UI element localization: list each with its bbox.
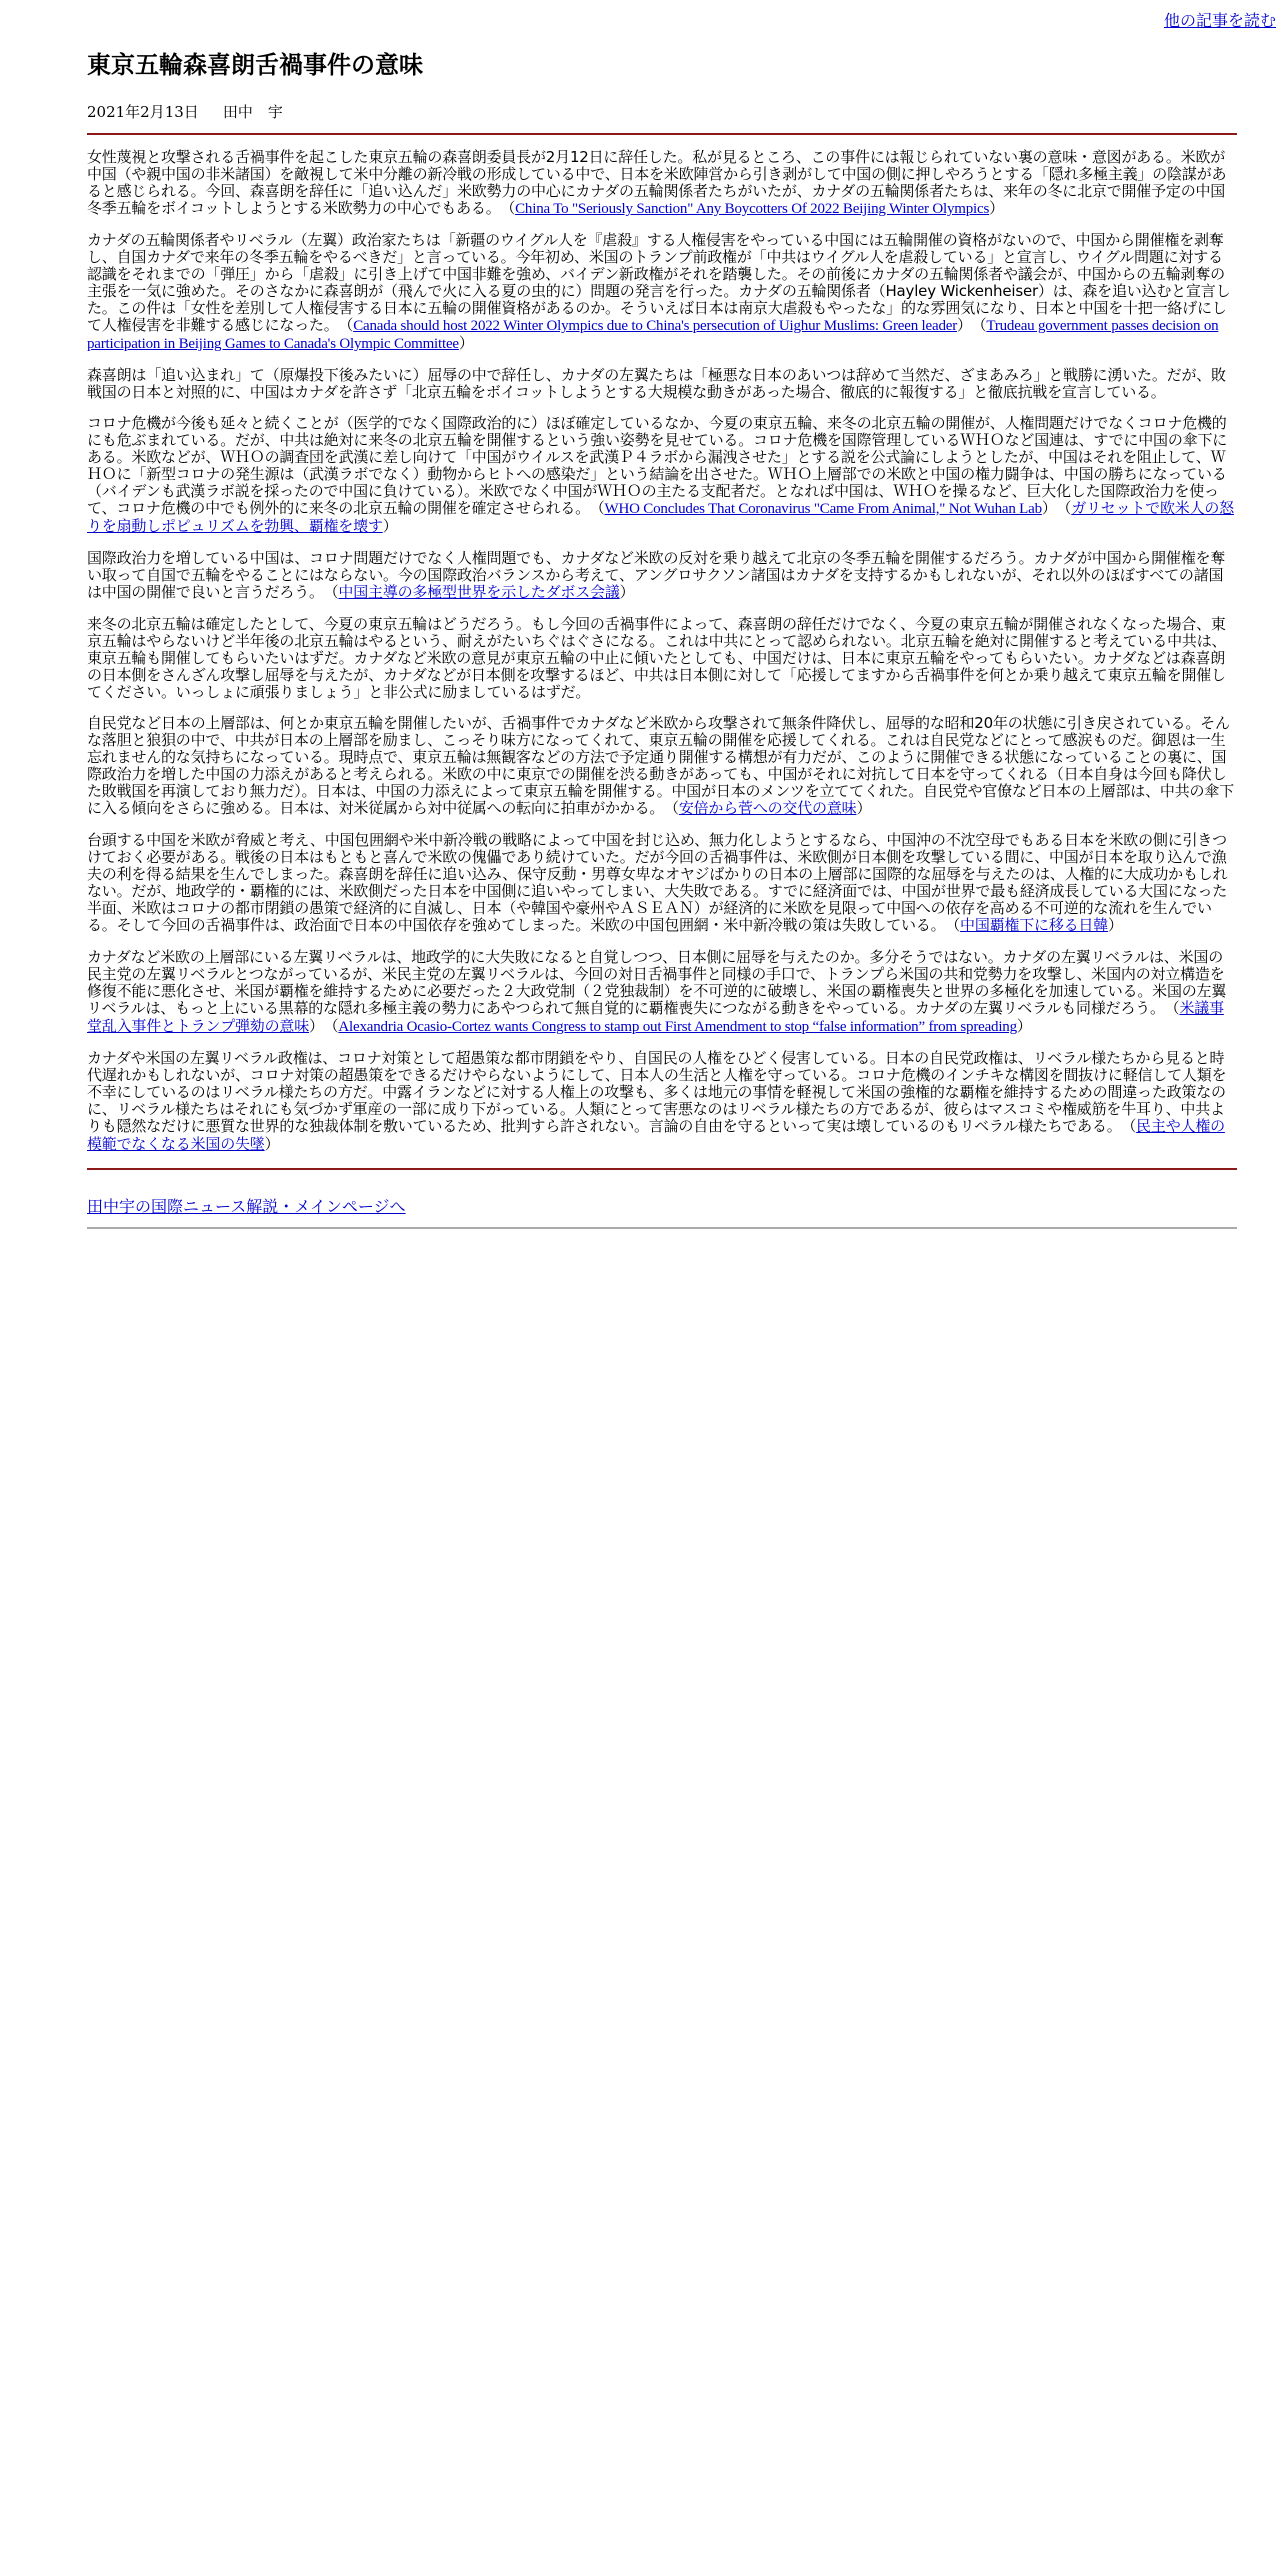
reference: ） （ガリセットで欧米人の怒りを扇動しポピュリズムを勃興、覇権を壊す） — [87, 501, 1234, 535]
article-paragraph — [87, 367, 1237, 401]
byline — [87, 101, 1237, 123]
footer-divider — [87, 1227, 1237, 1229]
paragraph-text: 来冬の北京五輪は確定したとして、今夏の東京五輪はどうだろう。もし今回の舌禍事件によって、森喜朗の辞任だけでなく、今夏の東京五輪が開催されなくなった場合、東京五輪はやらないけど半年後の北京五輪はやるという、耐えがたいちぐはぐさになる。これは中共にとって認められない。北京五輪を絶対に開催すると考えている中共は、東京五輪も開催してもらいたいはずだ。カナダなど米欧の意見が東京五輪の中止に傾いたとしても、中国だけは、日本に東京五輪をやってもらいたい。カナダなどは森喜朗の日本側をさんざん攻撃し屈辱を与えたが、カナダなどが日本側を攻撃するほど、中共は日本側に対して「応援してますから舌禍事件を何とか乗り越えて東京五輪を開催してください。いっしょに頑張りましょう」と非公式に励ましているはずだ。 — [87, 615, 1227, 701]
reference-link[interactable]: 民主や人権の模範でなくなる米国の失墜 — [87, 1119, 1225, 1153]
reference: （民主や人権の模範でなくなる米国の失墜） — [87, 1119, 1225, 1153]
reference: （WHO Concludes That Coronavirus "Came From Animal," Not Wuhan Lab — [582, 501, 1042, 517]
reference-link[interactable]: 中国主導の多極型世界を示したダボス会議 — [338, 585, 620, 601]
reference: ） （Trudeau government passes decision on participation in Beijing Games to Canada's Olympic Committee） — [87, 318, 1219, 352]
reference: （米議事堂乱入事件とトランプ弾劾の意味 — [87, 1001, 1224, 1035]
paragraph-text: 国際政治力を増している中国は、コロナ問題だけでなく人権問題でも、カナダなど米欧の反対を乗り越えて北京の冬季五輪を開催するだろう。カナダが中国から開催権を奪い取って自国で五輪をやることにはならない。今の国際政治バランスから考えて、アングロサクソン諸国はカナダを支持するかもしれないが、それ以外のほぼすべての諸国は中国の開催で良いと言うだろう。 — [87, 549, 1226, 601]
other-articles-link[interactable]: 他の記事を読む — [1163, 11, 1276, 30]
article-paragraph — [87, 415, 1237, 536]
reference-link[interactable]: 中国覇権下に移る日韓 — [960, 918, 1109, 934]
article-author: 田中 宇 — [222, 103, 283, 121]
top-divider — [87, 133, 1237, 135]
article-page — [87, 48, 1237, 1229]
reference: （安倍から菅への交代の意味） — [656, 801, 872, 817]
top-nav — [1164, 8, 1276, 31]
reference-link[interactable]: WHO Concludes That Coronavirus "Came From Animal," Not Wuhan Lab — [604, 501, 1042, 517]
reference: （中国覇権下に移る日韓） — [937, 918, 1123, 934]
paragraph-text: カナダや米国の左翼リベラル政権は、コロナ対策として超愚策な都市閉鎖をやり、自国民の人権をひどく侵害している。日本の自民党政権は、リベラル様たちから見ると時代遅れかもしれないが、コロナ対策の超愚策をできるだけやらないようにして、日本人の生活と人権を守っている。コロナ危機のインチキな構図を間抜けに軽信して人類を不幸にしているのはリベラル様たちの方だ。中露イランなどに対する人権上の攻撃も、多くは地元の事情を軽視して米国の強権的な覇権を維持するための間違った政策なのに、リベラル様たちはそれにも気づかず軍産の一部に成り下がっている。人類にとって害悪なのはリベラル様たちの方であるが、彼らはマスコミや権威筋を牛耳り、中共よりも隠然なだけに悪質な世界的な独裁体制を敷いているため、批判すら許されない。言論の自由を守るといって実は壊しているのもリベラル様たちである。 — [87, 1049, 1227, 1135]
bottom-divider — [87, 1168, 1237, 1170]
main-page-link[interactable]: 田中宇の国際ニュース解説・メインページへ — [87, 1197, 406, 1216]
paragraph-text: カナダなど米欧の上層部にいる左翼リベラルは、地政学的に大失敗になると自覚しつつ、日本側に屈辱を与えたのか。多分そうではない。カナダの左翼リベラルは、米国の民主党の左翼リベラルとつながっているが、米民主党の左翼リベラルは、今回の対日舌禍事件と同様の手口で、トランプら米国の共和党勢力を攻撃し、米国内の対立構造を修復不能に悪化させ、米国が覇権を維持するために必要だった２大政党制（２党独裁制）を不可逆的に破壊し、米国の覇権喪失と世界の多極化を加速している。米国の左翼リベラルは、もっと上にいる黒幕的な隠れ多極主義の勢力にあやつられて無自覚的に覇権喪失につながる動きをやっている。カナダの左翼リベラルも同様だろう。 — [87, 948, 1227, 1017]
article-paragraph — [87, 616, 1237, 701]
article-title: 東京五輪森喜朗舌禍事件の意味 — [87, 51, 423, 79]
article-paragraph — [87, 550, 1237, 602]
article-paragraph — [87, 149, 1237, 218]
article-paragraph — [87, 1050, 1237, 1154]
paragraph-text: 女性蔑視と攻撃される舌禍事件を起こした東京五輪の森喜朗委員長が2月12日に辞任した。私が見るところ、この事件には報じられていない裏の意味・意図がある。米欧が中国（や親中国の非米諸国）を敵視して米中分離の新冷戦の形成している中で、日本を米欧陣営から引き剥がして中国の側に押しやろうとする「隠れ多極主義」の陰謀があると感じられる。今回、森喜朗を辞任に「追い込んだ」米欧勢力の中心にカナダの五輪関係者たちがいたが、カナダの五輪関係者たちは、来年の冬に北京で開催予定の中国冬季五輪をボイコットしようとする米欧勢力の中心でもある。 — [87, 148, 1227, 217]
article-body — [87, 149, 1237, 1154]
reference-link[interactable]: 安倍から菅への交代の意味 — [678, 801, 857, 817]
reference-link[interactable]: ガリセットで欧米人の怒りを扇動しポピュリズムを勃興、覇権を壊す — [87, 501, 1234, 535]
article-paragraph — [87, 232, 1237, 353]
article-paragraph — [87, 832, 1237, 935]
reference: ） （Alexandria Ocasio-Cortez wants Congress to stamp out First Amendment to stop “false information” from spreading） — [309, 1019, 1032, 1035]
reference-link[interactable]: Trudeau government passes decision on participation in Beijing Games to Canada's Olympic Committee — [87, 318, 1219, 352]
paragraph-text: 台頭する中国を米欧が脅威と考え、中国包囲網や米中新冷戦の戦略によって中国を封じ込め、無力化しようとするなら、中国沖の不沈空母でもある日本を米欧の側に引きつけておく必要がある。戦後の日本はもともと喜んで米欧の傀儡であり続けていた。だが今回の舌禍事件は、米欧側が日本側を攻撃している間に、中国が日本を取り込んで漁夫の利を得る結果を生んでしまった。森喜朗を辞任に追い込み、保守反動・男尊女卑なオヤジばかりの日本の上層部に国際的な屈辱を与えたのは、人権的に大成功かもしれない。だが、地政学的・覇権的には、米欧側だった日本を中国側に追いやってしまい、大失敗である。すでに経済面では、中国が世界で最も経済成長している大国になった半面、米欧はコロナの都市閉鎖の愚策で経済的に自滅し、日本（や韓国や豪州やＡＳＥＡＮ）が経済的に米欧を見限って中国への依存を高める不可逆的な流れを生んでいる。そして今回の舌禍事件は、政治面で日本の中国依存を強めてしまった。米欧の中国包囲網・米中新冷戦の策は失敗している。 — [87, 831, 1228, 934]
reference: （中国主導の多極型世界を示したダボス会議） — [316, 585, 635, 601]
reference-link[interactable]: Canada should host 2022 Winter Olympics due to China's persecution of Uighur Muslims: Green leader — [353, 318, 957, 334]
paragraph-text: コロナ危機が今後も延々と続くことが（医学的でなく国際政治的に）ほぼ確定しているなか、今夏の東京五輪、来冬の北京五輪の開催が、人権問題だけでなくコロナ危機的にも危ぶまれている。だが、中共は絶対に来冬の北京五輪を開催するという強い姿勢を見せている。コロナ危機を国際管理しているＷＨＯなど国連は、すでに中国の傘下にある。米欧などが、ＷＨＯの調査団を武漢に差し向けて「中国がウイルスを武漢Ｐ４ラボから漏洩させた」とする説を公式論にしようとしたが、中国はそれを阻止して、ＷＨＯに「新型コロナの発生源は（武漢ラボでなく）動物からヒトへの感染だ」という結論を出させた。ＷＨＯ上層部での米欧と中国の権力闘争は、中国の勝ちになっている（バイデンも武漢ラボ説を採ったので中国に負けている）。米欧でなく中国がＷＨＯの主たる支配者だ。となれば中国は、ＷＨＯを操るなど、巨大化した国際政治力を使って、コロナ危機の中でも例外的に来冬の北京五輪の開催を確定させられる。 — [87, 414, 1228, 517]
reference: （China To "Seriously Sanction" Any Boycotters Of 2022 Beijing Winter Olympics） — [493, 201, 1004, 217]
paragraph-text: カナダの五輪関係者やリベラル（左翼）政治家たちは「新疆のウイグル人を『虐殺』する人権侵害をやっている中国には五輪開催の資格がないので、中国から開催権を剥奪し、自国カナダで来年の冬季五輪をやるべきだ」と言っている。今年初め、米国のトランプ前政権が「中共はウイグル人を虐殺している」と宣言し、ウイグル問題に対する認識をそれまでの「弾圧」から「虐殺」に引き上げて中国非難を強め、バイデン新政権がそれを踏襲した。その前後にカナダの五輪関係者や議会が、中国からの五輪剥奪の主張を一気に強めた。そのさなかに森喜朗が（飛んで火に入る夏の虫的に）問題の発言を行った。カナダの五輪関係者（Hayley Wickenheiser）は、森を追い込むと宣言した。この件は「女性を差別して人権侵害する日本に五輪の開催資格があるのか。そういえば日本は南京大虐殺もやったな」的な雰囲気になり、日本と中国を十把一絡げにして人権侵害を非難する感じになった。 — [87, 231, 1231, 334]
reference-link[interactable]: 米議事堂乱入事件とトランプ弾劾の意味 — [87, 1001, 1224, 1035]
reference-link[interactable]: China To "Seriously Sanction" Any Boycotters Of 2022 Beijing Winter Olympics — [515, 201, 990, 217]
article-paragraph — [87, 949, 1237, 1036]
reference: （Canada should host 2022 Winter Olympics due to China's persecution of Uighur Muslims: Green leader — [331, 318, 957, 334]
paragraph-text: 自民党など日本の上層部は、何とか東京五輪を開催したいが、舌禍事件でカナダなど米欧から攻撃されて無条件降伏し、屈辱的な昭和20年の状態に引き戻されている。そんな落胆と狼狽の中で、中共が日本の上層部を励まし、こっそり味方になってくれて、東京五輪の開催を応援してくれる。これは自民党などにとって感涙ものだ。御恩は一生忘れません的な気持ちになっている。現時点で、東京五輪は無観客などの方法で予定通り開催する構想が有力だが、このように開催できる状態になっていることの裏に、国際政治力を増した中国の力添えがあると考えられる。米欧の中に東京での開催を渋る動きがあっても、中国がそれに対抗して日本を守ってくれる（日本自身は今回も降伏した敗戦国を再演しており無力だ）。日本は、中国の力添えによって東京五輪を開催する。中国が日本のメンツを立ててくれた。自民党や官僚など日本の上層部は、中共の傘下に入る傾向をさらに強める。日本は、対米従属から対中従属への転向に拍車がかかる。 — [87, 714, 1234, 817]
footer-nav — [87, 1197, 1237, 1217]
article-paragraph — [87, 715, 1237, 818]
paragraph-text: 森喜朗は「追い込まれ」て（原爆投下後みたいに）屈辱の中で辞任し、カナダの左翼たちは「極悪な日本のあいつは辞めて当然だ、ざまあみろ」と戦勝に湧いた。だが、敗戦国の日本と対照的に、中国はカナダを許さず「北京五輪をボイコットしようとする大規模な動きがあった場合、徹底的に報復する」と徹底抗戦を宣言している。 — [87, 366, 1226, 401]
article-date: 2021年2月13日 — [87, 103, 199, 121]
reference-link[interactable]: Alexandria Ocasio-Cortez wants Congress to stamp out First Amendment to stop “false information” from spreading — [338, 1019, 1017, 1035]
